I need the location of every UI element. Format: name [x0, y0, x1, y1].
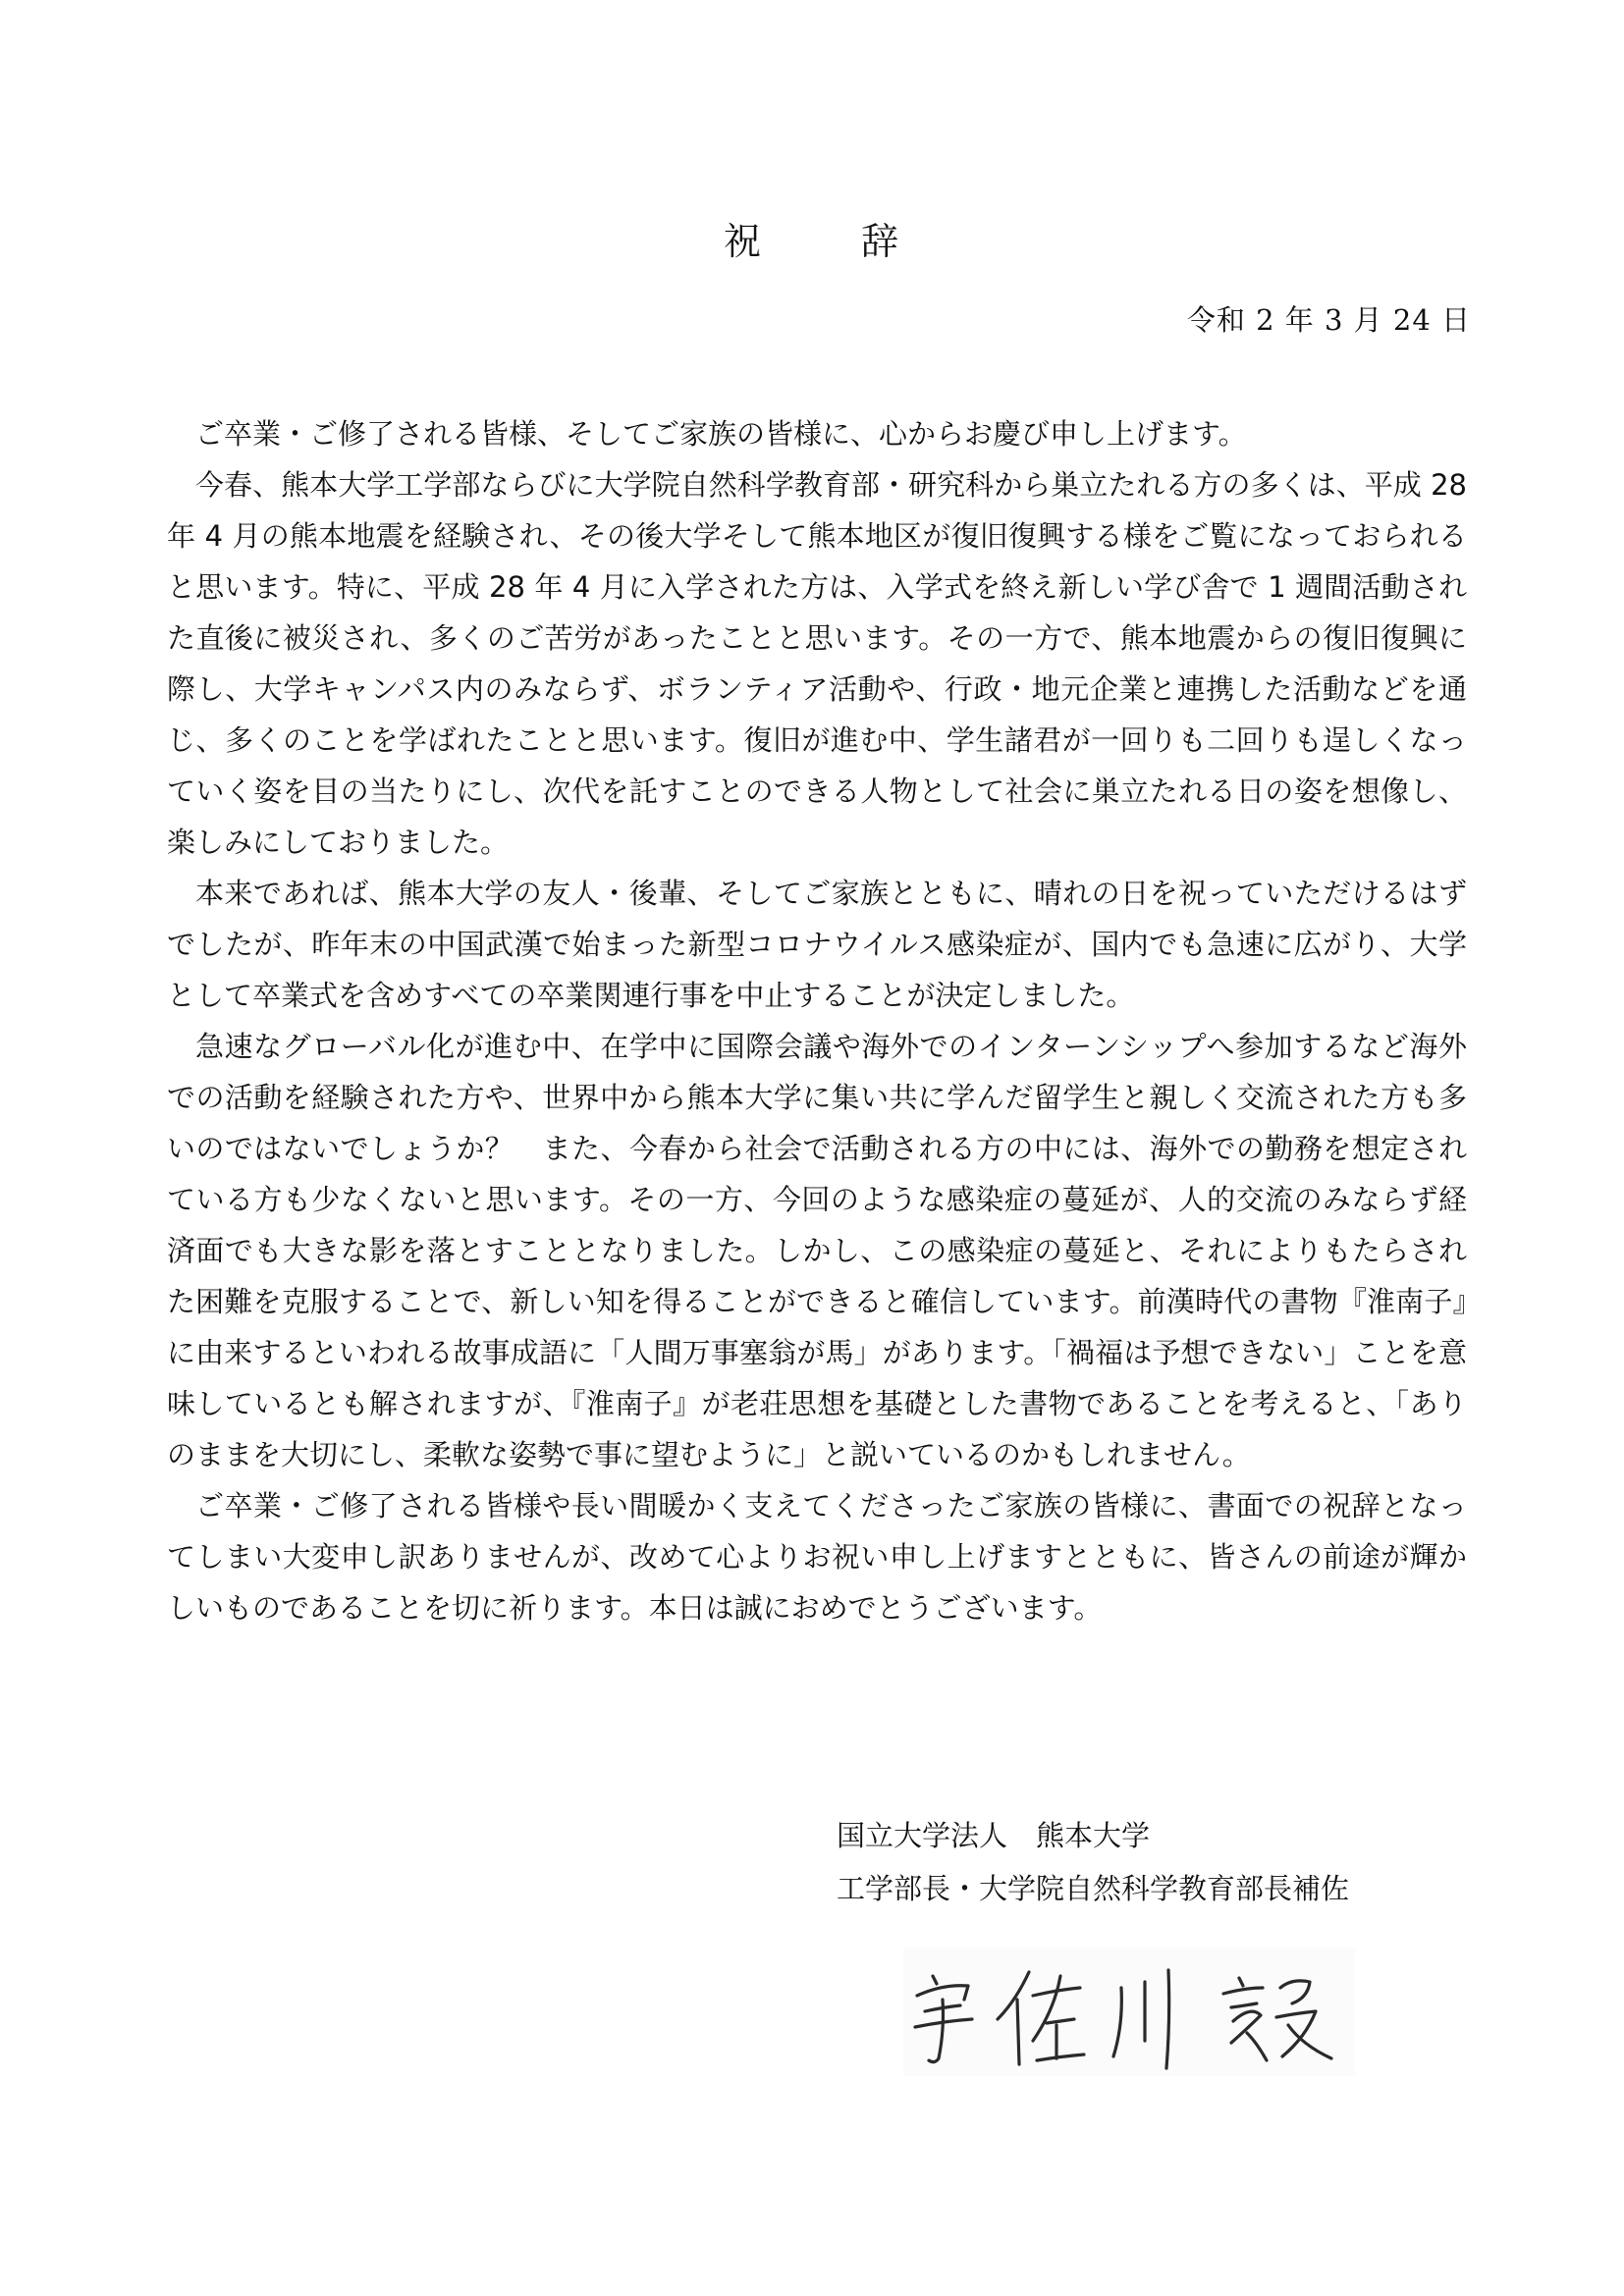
title-char-1: 祝 — [723, 220, 763, 263]
document-date: 令和 2 年 3 月 24 日 — [1186, 303, 1471, 337]
paragraph-4: 急速なグローバル化が進む中、在学中に国際会議や海外でのインターンシップへ参加するなど海外での活動を経験された方や、世界中から熊本大学に集い共に学んだ留学生と親しく交流された方も多いのではないでしょうか？ また、今春から社会で活動される方の中には、海外での勤務を想定されている方も少なくないと思います。その一方、今回のような感染症の蔓延が、人的交流のみならず経済面でも大きな影を落とすこととなりました。しかし、この感染症の蔓延と、それによりもたらされた困難を克服することで、新しい知を得ることができると確信しています。前漢時代の書物『淮南子』に由来するといわれる故事成語に「人間万事塞翁が馬」があります。「禍福は予想できない」ことを意味しているとも解されますが、『淮南子』が老荘思想を基礎とした書物であることを考えると、「ありのままを大切にし、柔軟な姿勢で事に望むように」と説いているのかもしれません。 — [167, 1030, 1467, 1471]
paragraph-3: 本来であれば、熊本大学の友人・後輩、そしてご家族とともに、晴れの日を祝っていただけるはずでしたが、昨年末の中国武漢で始まった新型コロナウイルス感染症が、国内でも急速に広がり、大学として卒業式を含めすべての卒業関連行事を中止することが決定しました。 — [167, 877, 1467, 1012]
handwritten-signature-image — [903, 1949, 1355, 2076]
paragraph-2: 今春、熊本大学工学部ならびに大学院自然科学教育部・研究科から巣立たれる方の多くは、平成 28 年 4 月の熊本地震を経験され、その後大学そして熊本地区が復旧復興する様をご覧になっておられると思います。特に、平成 28 年 4 月に入学された方は、入学式を終え新しい学び舎で 1 週間活動された直後に被災され、多くのご苦労があったことと思います。その一方で、熊本地震からの復旧復興に際し、大学キャンパス内のみならず、ボランティア活動や、行政・地元企業と連携した活動などを通じ、多くのことを学ばれたことと思います。復旧が進む中、学生諸君が一回りも二回りも逞しくなっていく姿を目の当たりにし、次代を託すことのできる人物として社会に巣立たれる日の姿を想像し、楽しみにしておりました。 — [167, 468, 1467, 859]
signatory-position: 工学部長・大学院自然科学教育部長補佐 — [837, 1872, 1350, 1905]
signatory-institution: 国立大学法人 熊本大学 — [837, 1819, 1151, 1852]
paragraph-5: ご卒業・ご修了される皆様や長い間暖かく支えてくださったご家族の皆様に、書面での祝辞となってしまい大変申し訳ありませんが、改めて心よりお祝い申し上げますとともに、皆さんの前途が輝かしいものであることを切に祈ります。本日は誠におめでとうございます。 — [167, 1489, 1467, 1625]
paragraph-1: ご卒業・ご修了される皆様、そしてご家族の皆様に、心からお慶び申し上げます。 — [195, 417, 1247, 451]
document-title — [0, 218, 1624, 265]
document-body — [167, 408, 1467, 1633]
title-char-2: 辞 — [861, 220, 901, 263]
signatory-block — [837, 1809, 1349, 1915]
